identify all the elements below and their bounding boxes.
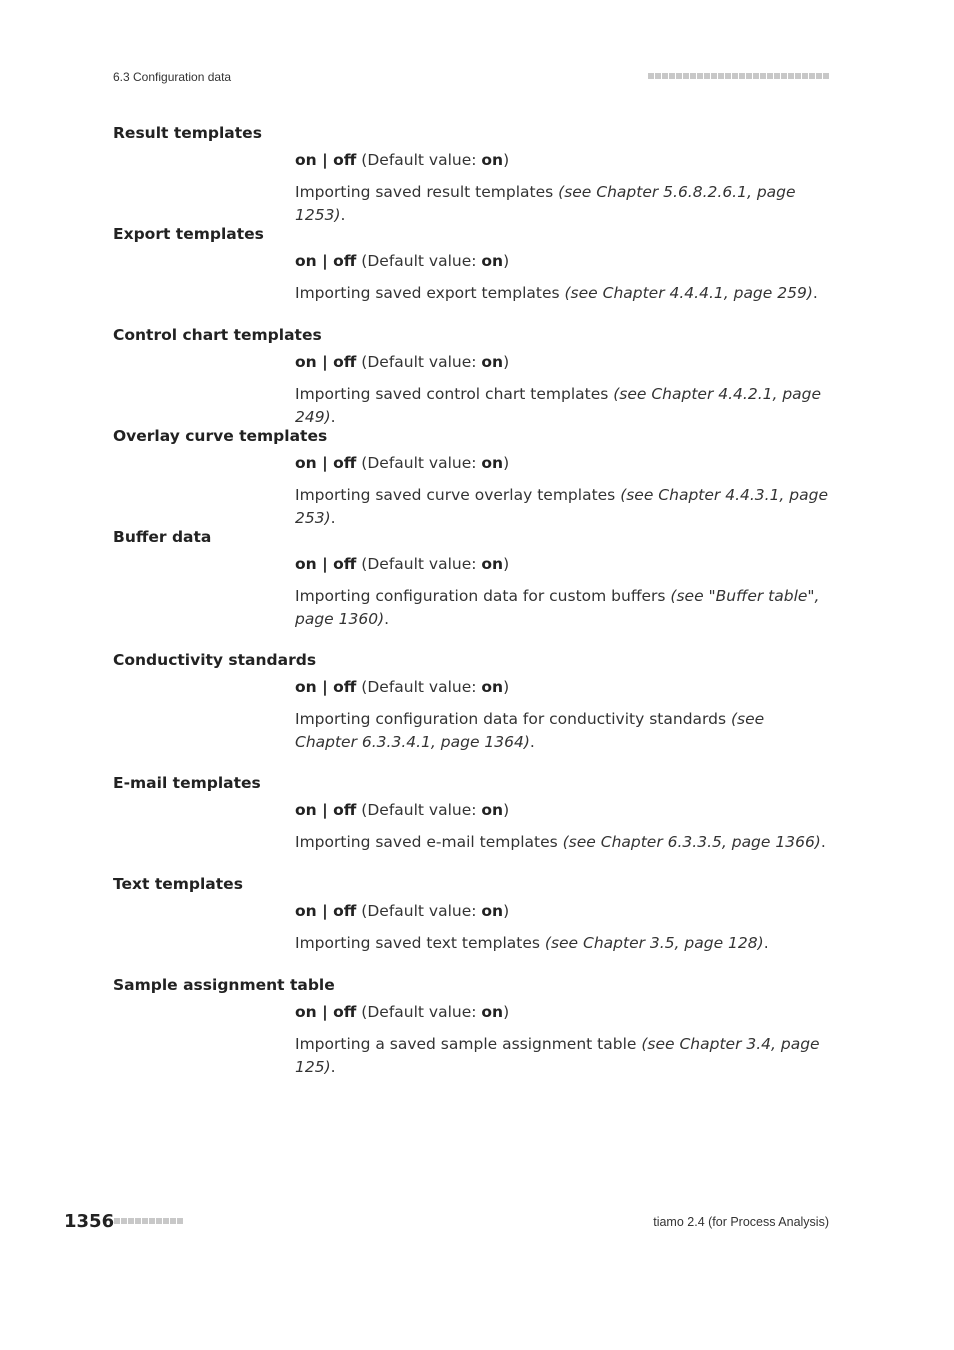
parameter-entry — [113, 874, 829, 955]
running-header-section: 6.3 Configuration data — [113, 70, 232, 84]
parameter-description: Importing saved curve overlay templates (see Chapter 4.4.3.1, page 253). — [295, 486, 828, 527]
parameter-description: Importing configuration data for conductivity standards (see Chapter 6.3.3.4.1, page 1364). — [295, 710, 765, 751]
cross-reference-link[interactable]: (see Chapter 6.3.3.4.1, page 1364) — [295, 710, 765, 751]
cross-reference-link[interactable]: (see Chapter 5.6.8.2.6.1, page 1253) — [295, 183, 796, 224]
cross-reference-link[interactable]: (see Chapter 4.4.4.1, page 259) — [564, 284, 813, 302]
parameter-entry — [113, 650, 829, 753]
parameter-entry — [113, 224, 829, 305]
cross-reference-link[interactable]: (see "Buffer table", page 1360) — [295, 587, 820, 628]
parameter-values: on | off (Default value: on) — [295, 801, 510, 819]
parameter-description: Importing a saved sample assignment table (see Chapter 3.4, page 125). — [295, 1035, 820, 1076]
cross-reference-link[interactable]: (see Chapter 3.5, page 128) — [544, 934, 764, 952]
parameter-description: Importing saved result templates (see Chapter 5.6.8.2.6.1, page 1253). — [295, 183, 796, 224]
parameter-entry — [113, 426, 829, 529]
footer-product-name: tiamo 2.4 (for Process Analysis) — [653, 1215, 829, 1229]
parameter-values: on | off (Default value: on) — [295, 902, 510, 920]
cross-reference-link[interactable]: (see Chapter 6.3.3.5, page 1366) — [562, 833, 821, 851]
parameter-title: Overlay curve templates — [113, 427, 328, 445]
parameter-title: Result templates — [113, 124, 262, 142]
parameter-entry — [113, 527, 829, 630]
parameter-values: on | off (Default value: on) — [295, 151, 510, 169]
parameter-title: E-mail templates — [113, 774, 261, 792]
footer-decoration — [114, 1218, 183, 1224]
cross-reference-link[interactable]: (see Chapter 4.4.3.1, page 253) — [295, 486, 828, 527]
parameter-title: Export templates — [113, 225, 264, 243]
parameter-title: Text templates — [113, 875, 243, 893]
parameter-description: Importing saved export templates (see Chapter 4.4.4.1, page 259). — [295, 284, 818, 302]
parameter-entry — [113, 975, 829, 1078]
parameter-values: on | off (Default value: on) — [295, 678, 510, 696]
page-number: 1356 — [64, 1211, 115, 1232]
parameter-entry — [113, 773, 829, 854]
cross-reference-link[interactable]: (see Chapter 3.4, page 125) — [295, 1035, 820, 1076]
parameter-title: Control chart templates — [113, 326, 322, 344]
parameter-title: Conductivity standards — [113, 651, 317, 669]
parameter-title: Sample assignment table — [113, 976, 335, 994]
header-decoration — [648, 73, 829, 79]
cross-reference-link[interactable]: (see Chapter 4.4.2.1, page 249) — [295, 385, 822, 426]
parameter-entry — [113, 325, 829, 428]
parameter-description: Importing saved text templates (see Chapter 3.5, page 128). — [295, 934, 769, 952]
parameter-title: Buffer data — [113, 528, 212, 546]
parameter-values: on | off (Default value: on) — [295, 555, 510, 573]
parameter-values: on | off (Default value: on) — [295, 252, 510, 270]
parameter-values: on | off (Default value: on) — [295, 454, 510, 472]
parameter-description: Importing saved e-mail templates (see Chapter 6.3.3.5, page 1366). — [295, 833, 826, 851]
parameter-values: on | off (Default value: on) — [295, 1003, 510, 1021]
parameter-entry — [113, 123, 829, 226]
parameter-description: Importing configuration data for custom buffers (see "Buffer table", page 1360). — [295, 587, 820, 628]
parameter-description: Importing saved control chart templates (see Chapter 4.4.2.1, page 249). — [295, 385, 822, 426]
parameter-values: on | off (Default value: on) — [295, 353, 510, 371]
